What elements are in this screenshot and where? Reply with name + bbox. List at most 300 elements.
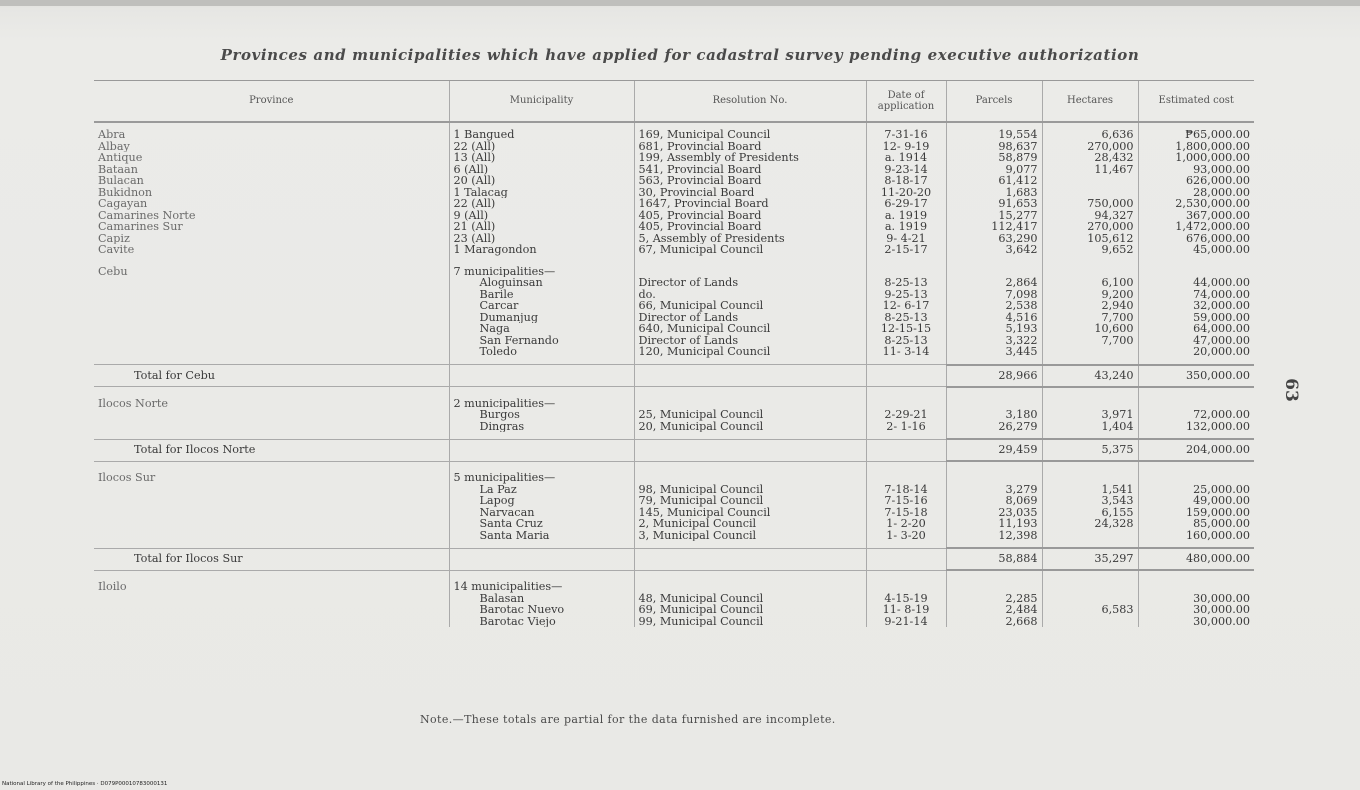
spacer-cell: [449, 358, 634, 365]
archive-footer: National Library of the Philippines · D079P00010783000131: [2, 781, 168, 787]
cost-cell: 44,000.00: [1138, 277, 1254, 289]
total-hectares-cell: 35,297: [1042, 548, 1138, 570]
province-cell: Cavite: [98, 244, 135, 256]
resolution-cell: 67, Municipal Council: [634, 244, 866, 256]
total-row: [94, 365, 1254, 387]
municipality-cell: 13 (All): [449, 152, 634, 164]
spacer-cell: [1042, 256, 1138, 266]
municipality-cell: 20 (All): [449, 175, 634, 187]
spacer-cell: [1138, 432, 1254, 439]
spacer-cell: [449, 387, 634, 398]
empty-cell: [94, 346, 449, 358]
empty-cell: [94, 495, 449, 507]
table-row: [94, 323, 1254, 335]
province-cell: Abra: [98, 129, 126, 141]
hectares-cell: 270,000: [1042, 141, 1138, 153]
spacer-cell: [946, 256, 1042, 266]
spacer-cell: [94, 461, 449, 472]
table-row: [94, 141, 1254, 153]
hectares-cell: 7,700: [1042, 335, 1138, 347]
municipality-cell: Santa Cruz: [449, 518, 634, 530]
municipality-cell: 23 (All): [449, 233, 634, 245]
empty-cell: [866, 581, 946, 593]
date-cell: a. 1919: [866, 210, 946, 222]
date-cell: 8-25-13: [866, 277, 946, 289]
hectares-cell: 24,328: [1042, 518, 1138, 530]
section-spacer: [94, 387, 1254, 398]
hectares-cell: 270,000: [1042, 221, 1138, 233]
date-cell: 12- 9-19: [866, 141, 946, 153]
table-row: [94, 277, 1254, 289]
date-cell: 1- 2-20: [866, 518, 946, 530]
municipality-cell: 1 Bangued: [449, 129, 634, 141]
spacer-cell: [866, 432, 946, 439]
municipality-cell: Santa Maria: [449, 530, 634, 542]
municipality-cell: 9 (All): [449, 210, 634, 222]
date-cell: 2-29-21: [866, 409, 946, 421]
table-row: [94, 346, 1254, 358]
resolution-cell: 66, Municipal Council: [634, 300, 866, 312]
hectares-cell: 9,200: [1042, 289, 1138, 301]
hectares-cell: [1042, 346, 1138, 358]
parcels-cell: 58,879: [946, 152, 1042, 164]
empty-cell: [94, 604, 449, 616]
date-cell: 9-25-13: [866, 289, 946, 301]
date-cell: 8-25-13: [866, 312, 946, 324]
table-row: [94, 421, 1254, 433]
empty-cell: [866, 472, 946, 484]
table-row: [94, 164, 1254, 176]
parcels-cell: 1,683: [946, 187, 1042, 199]
table-row: [94, 530, 1254, 542]
table-row: [94, 518, 1254, 530]
group-count-cell: 5 municipalities—: [449, 472, 634, 484]
spacer-cell: [634, 432, 866, 439]
section-spacer: [94, 432, 1254, 439]
spacer-cell: [866, 461, 946, 472]
table-row: [94, 187, 1254, 199]
date-cell: 7-15-16: [866, 495, 946, 507]
cost-cell: 132,000.00: [1138, 421, 1254, 433]
empty-cell: [634, 472, 866, 484]
hectares-cell: 6,155: [1042, 507, 1138, 519]
date-cell: 11-20-20: [866, 187, 946, 199]
date-cell: 9-23-14: [866, 164, 946, 176]
spacer-cell: [449, 256, 634, 266]
parcels-cell: 26,279: [946, 421, 1042, 433]
date-cell: 7-31-16: [866, 129, 946, 141]
date-cell: 6-29-17: [866, 198, 946, 210]
date-cell: 9- 4-21: [866, 233, 946, 245]
spacer-cell: [866, 387, 946, 398]
empty-cell: [866, 266, 946, 278]
page-top-edge: [0, 0, 1360, 6]
parcels-cell: 7,098: [946, 289, 1042, 301]
spacer-cell: [449, 570, 634, 581]
resolution-cell: 3, Municipal Council: [634, 530, 866, 542]
cost-cell: 626,000.00: [1138, 175, 1254, 187]
hectares-cell: [1042, 187, 1138, 199]
resolution-cell: Director of Lands: [634, 335, 866, 347]
cost-cell: ₱65,000.00: [1138, 129, 1254, 141]
spacer-cell: [1138, 122, 1254, 129]
cost-cell: 1,000,000.00: [1138, 152, 1254, 164]
cost-cell: 93,000.00: [1138, 164, 1254, 176]
resolution-cell: 541, Provincial Board: [634, 164, 866, 176]
cost-cell: 72,000.00: [1138, 409, 1254, 421]
empty-cell: [1138, 581, 1254, 593]
spacer-cell: [946, 461, 1042, 472]
spacer-cell: [449, 122, 634, 129]
empty-cell: [94, 312, 449, 324]
empty-cell: [1138, 266, 1254, 278]
spacer-row: [94, 122, 1254, 129]
total-row: [94, 548, 1254, 570]
table-title: Provinces and municipalities which have applied for cadastral survey pending executive authorization: [220, 46, 1140, 64]
parcels-cell: 3,445: [946, 346, 1042, 358]
municipality-cell: San Fernando: [449, 335, 634, 347]
hectares-cell: 9,652: [1042, 244, 1138, 256]
section-spacer: [94, 570, 1254, 581]
empty-cell: [946, 581, 1042, 593]
parcels-cell: 61,412: [946, 175, 1042, 187]
parcels-cell: 8,069: [946, 495, 1042, 507]
cost-cell: 30,000.00: [1138, 593, 1254, 605]
municipality-cell: Barotac Nuevo: [449, 604, 634, 616]
section-spacer: [94, 358, 1254, 365]
group-count-cell: 7 municipalities—: [449, 266, 634, 278]
spacer-cell: [94, 358, 449, 365]
municipality-cell: Burgos: [449, 409, 634, 421]
cost-cell: 47,000.00: [1138, 335, 1254, 347]
total-label-cell: Total for Ilocos Sur: [94, 548, 449, 570]
spacer-cell: [94, 432, 449, 439]
empty-cell: [634, 581, 866, 593]
group-header-row: [94, 472, 1254, 484]
parcels-cell: 112,417: [946, 221, 1042, 233]
resolution-cell: do.: [634, 289, 866, 301]
municipality-cell: Dumanjug: [449, 312, 634, 324]
hectares-cell: [1042, 593, 1138, 605]
province-cell: Camarines Norte: [98, 209, 196, 221]
section-spacer: [94, 541, 1254, 548]
cost-cell: 367,000.00: [1138, 210, 1254, 222]
parcels-cell: 63,290: [946, 233, 1042, 245]
parcels-cell: 23,035: [946, 507, 1042, 519]
table-row: [94, 152, 1254, 164]
table-row: [94, 495, 1254, 507]
hectares-cell: 10,600: [1042, 323, 1138, 335]
hectares-cell: 105,612: [1042, 233, 1138, 245]
header-municipality: Municipality: [449, 81, 634, 123]
parcels-cell: 12,398: [946, 530, 1042, 542]
date-cell: 1- 3-20: [866, 530, 946, 542]
spacer-cell: [866, 570, 946, 581]
parcels-cell: 2,538: [946, 300, 1042, 312]
resolution-cell: 120, Municipal Council: [634, 346, 866, 358]
resolution-cell: 99, Municipal Council: [634, 616, 866, 628]
hectares-cell: 7,700: [1042, 312, 1138, 324]
municipality-cell: Toledo: [449, 346, 634, 358]
resolution-cell: 199, Assembly of Presidents: [634, 152, 866, 164]
hectares-cell: 6,636: [1042, 129, 1138, 141]
total-hectares-cell: 5,375: [1042, 439, 1138, 461]
spacer-cell: [1042, 570, 1138, 581]
resolution-cell: 30, Provincial Board: [634, 187, 866, 199]
province-cell: Antique: [98, 152, 143, 164]
table-row: [94, 604, 1254, 616]
hectares-cell: 3,543: [1042, 495, 1138, 507]
empty-cell: [94, 484, 449, 496]
empty-cell: [866, 439, 946, 461]
cost-cell: 45,000.00: [1138, 244, 1254, 256]
empty-cell: [634, 266, 866, 278]
spacer-cell: [946, 387, 1042, 398]
spacer-cell: [634, 570, 866, 581]
resolution-cell: 5, Assembly of Presidents: [634, 233, 866, 245]
table-row: [94, 507, 1254, 519]
empty-cell: [866, 548, 946, 570]
empty-cell: [94, 323, 449, 335]
province-cell: Cebu: [98, 265, 128, 277]
resolution-cell: Director of Lands: [634, 312, 866, 324]
parcels-cell: 15,277: [946, 210, 1042, 222]
hectares-cell: 1,404: [1042, 421, 1138, 433]
resolution-cell: 405, Provincial Board: [634, 210, 866, 222]
empty-cell: [94, 335, 449, 347]
parcels-cell: 9,077: [946, 164, 1042, 176]
date-cell: 12- 6-17: [866, 300, 946, 312]
total-cost-cell: 480,000.00: [1138, 548, 1254, 570]
table-row: [94, 616, 1254, 628]
table-row: [94, 175, 1254, 187]
resolution-cell: 98, Municipal Council: [634, 484, 866, 496]
group-header-row: [94, 398, 1254, 410]
empty-cell: [1138, 472, 1254, 484]
cost-cell: 1,800,000.00: [1138, 141, 1254, 153]
table-row: [94, 129, 1254, 141]
parcels-cell: 2,864: [946, 277, 1042, 289]
parcels-cell: 11,193: [946, 518, 1042, 530]
cost-cell: 32,000.00: [1138, 300, 1254, 312]
hectares-cell: 2,940: [1042, 300, 1138, 312]
cost-cell: 28,000.00: [1138, 187, 1254, 199]
spacer-cell: [634, 358, 866, 365]
empty-cell: [94, 616, 449, 628]
province-cell: Capiz: [98, 232, 130, 244]
table-row: [94, 312, 1254, 324]
resolution-cell: Director of Lands: [634, 277, 866, 289]
hectares-cell: 6,100: [1042, 277, 1138, 289]
total-row: [94, 439, 1254, 461]
date-cell: 7-18-14: [866, 484, 946, 496]
municipality-cell: 22 (All): [449, 198, 634, 210]
empty-cell: [449, 548, 634, 570]
date-cell: 4-15-19: [866, 593, 946, 605]
empty-cell: [634, 439, 866, 461]
spacer-cell: [1042, 387, 1138, 398]
resolution-cell: 2, Municipal Council: [634, 518, 866, 530]
header-parcels: Parcels: [946, 81, 1042, 123]
spacer-cell: [946, 122, 1042, 129]
header-date: Date of application: [866, 81, 946, 123]
empty-cell: [866, 398, 946, 410]
spacer-cell: [634, 256, 866, 266]
hectares-cell: [1042, 175, 1138, 187]
hectares-cell: 28,432: [1042, 152, 1138, 164]
empty-cell: [1138, 398, 1254, 410]
resolution-cell: 48, Municipal Council: [634, 593, 866, 605]
spacer-cell: [946, 358, 1042, 365]
municipality-cell: 6 (All): [449, 164, 634, 176]
hectares-cell: 3,971: [1042, 409, 1138, 421]
parcels-cell: 3,279: [946, 484, 1042, 496]
empty-cell: [1042, 581, 1138, 593]
municipality-cell: Dingras: [449, 421, 634, 433]
cost-cell: 64,000.00: [1138, 323, 1254, 335]
resolution-cell: 681, Provincial Board: [634, 141, 866, 153]
spacer-cell: [449, 432, 634, 439]
empty-cell: [1042, 266, 1138, 278]
resolution-cell: 640, Municipal Council: [634, 323, 866, 335]
header-row: [94, 81, 1254, 123]
cost-cell: 160,000.00: [1138, 530, 1254, 542]
spacer-cell: [634, 387, 866, 398]
total-cost-cell: 204,000.00: [1138, 439, 1254, 461]
province-cell: Bulacan: [98, 175, 144, 187]
empty-cell: [946, 266, 1042, 278]
hectares-cell: 11,467: [1042, 164, 1138, 176]
table-row: [94, 484, 1254, 496]
province-cell: Albay: [98, 140, 130, 152]
empty-cell: [94, 518, 449, 530]
table-row: [94, 593, 1254, 605]
empty-cell: [94, 507, 449, 519]
hectares-cell: 6,583: [1042, 604, 1138, 616]
cost-cell: 2,530,000.00: [1138, 198, 1254, 210]
empty-cell: [94, 421, 449, 433]
date-cell: a. 1919: [866, 221, 946, 233]
spacer-cell: [946, 541, 1042, 548]
parcels-cell: 2,668: [946, 616, 1042, 628]
resolution-cell: 69, Municipal Council: [634, 604, 866, 616]
empty-cell: [94, 593, 449, 605]
spacer-cell: [94, 256, 449, 266]
municipality-cell: Barile: [449, 289, 634, 301]
empty-cell: [449, 439, 634, 461]
spacer-cell: [1138, 570, 1254, 581]
cost-cell: 85,000.00: [1138, 518, 1254, 530]
spacer-cell: [634, 541, 866, 548]
empty-cell: [946, 472, 1042, 484]
province-cell: Iloilo: [98, 581, 127, 593]
header-province: Province: [94, 81, 449, 123]
municipality-cell: 21 (All): [449, 221, 634, 233]
total-parcels-cell: 58,884: [946, 548, 1042, 570]
spacer-cell: [1138, 256, 1254, 266]
empty-cell: [1042, 472, 1138, 484]
spacer-cell: [94, 541, 449, 548]
date-cell: 8-18-17: [866, 175, 946, 187]
empty-cell: [449, 365, 634, 387]
cost-cell: 74,000.00: [1138, 289, 1254, 301]
hectares-cell: [1042, 616, 1138, 628]
empty-cell: [866, 365, 946, 387]
municipality-cell: 1 Maragondon: [449, 244, 634, 256]
spacer-cell: [866, 541, 946, 548]
hectares-cell: [1042, 530, 1138, 542]
spacer-cell: [94, 122, 449, 129]
table-body: [94, 122, 1254, 627]
parcels-cell: 98,637: [946, 141, 1042, 153]
spacer-cell: [1042, 461, 1138, 472]
spacer-cell: [1138, 358, 1254, 365]
spacer-cell: [946, 432, 1042, 439]
parcels-cell: 3,322: [946, 335, 1042, 347]
header-hectares: Hectares: [1042, 81, 1138, 123]
spacer-cell: [1042, 122, 1138, 129]
table-row: [94, 335, 1254, 347]
table-row: [94, 289, 1254, 301]
province-cell: Camarines Sur: [98, 221, 183, 233]
municipality-cell: Carcar: [449, 300, 634, 312]
total-cost-cell: 350,000.00: [1138, 365, 1254, 387]
date-cell: 7-15-18: [866, 507, 946, 519]
spacer-cell: [94, 387, 449, 398]
date-cell: a. 1914: [866, 152, 946, 164]
total-parcels-cell: 28,966: [946, 365, 1042, 387]
table-row: [94, 300, 1254, 312]
spacer-cell: [634, 122, 866, 129]
cost-cell: 59,000.00: [1138, 312, 1254, 324]
parcels-cell: 2,285: [946, 593, 1042, 605]
empty-cell: [634, 365, 866, 387]
spacer-cell: [1138, 461, 1254, 472]
municipality-cell: Balasan: [449, 593, 634, 605]
table-row: [94, 244, 1254, 256]
cost-cell: 30,000.00: [1138, 616, 1254, 628]
cost-cell: 20,000.00: [1138, 346, 1254, 358]
date-cell: 2- 1-16: [866, 421, 946, 433]
date-cell: 11- 8-19: [866, 604, 946, 616]
empty-cell: [94, 289, 449, 301]
cost-cell: 676,000.00: [1138, 233, 1254, 245]
parcels-cell: 91,653: [946, 198, 1042, 210]
cost-cell: 30,000.00: [1138, 604, 1254, 616]
cost-cell: 49,000.00: [1138, 495, 1254, 507]
municipality-cell: La Paz: [449, 484, 634, 496]
spacer-cell: [1042, 541, 1138, 548]
parcels-cell: 3,180: [946, 409, 1042, 421]
municipality-cell: Narvacan: [449, 507, 634, 519]
parcels-cell: 2,484: [946, 604, 1042, 616]
spacer-cell: [1042, 432, 1138, 439]
hectares-cell: 750,000: [1042, 198, 1138, 210]
province-cell: Bukidnon: [98, 186, 153, 198]
resolution-cell: 79, Municipal Council: [634, 495, 866, 507]
parcels-cell: 5,193: [946, 323, 1042, 335]
municipality-cell: Barotac Viejo: [449, 616, 634, 628]
hectares-cell: 94,327: [1042, 210, 1138, 222]
empty-cell: [94, 300, 449, 312]
cost-cell: 1,472,000.00: [1138, 221, 1254, 233]
spacer-cell: [866, 122, 946, 129]
spacer-cell: [946, 570, 1042, 581]
empty-cell: [946, 398, 1042, 410]
resolution-cell: 405, Provincial Board: [634, 221, 866, 233]
date-cell: 11- 3-14: [866, 346, 946, 358]
page-number: 63: [1280, 378, 1301, 402]
